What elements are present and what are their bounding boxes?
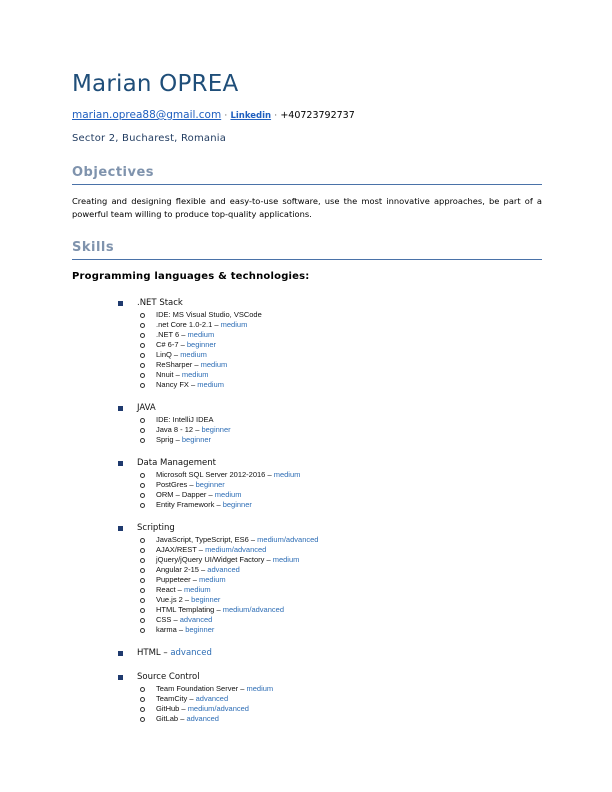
circle-bullet-icon	[140, 313, 145, 318]
skill-separator: –	[198, 565, 208, 574]
skill-name: JavaScript, TypeScript, ES6	[156, 535, 249, 544]
skill-item-text	[156, 350, 207, 360]
skill-name: .net Core 1.0-2.1	[156, 320, 213, 329]
skill-item	[118, 425, 558, 435]
skill-item-text	[156, 585, 211, 595]
skill-name: IDE: MS Visual Studio, VSCode	[156, 310, 262, 319]
skill-separator: –	[175, 585, 184, 594]
circle-bullet-icon	[140, 353, 145, 358]
skill-level: medium	[220, 320, 248, 329]
skill-item	[118, 370, 558, 380]
skill-item-text	[156, 320, 247, 330]
skill-item-text	[156, 310, 262, 320]
skill-name: GitHub	[156, 704, 180, 713]
linkedin-link[interactable]: Linkedin	[230, 111, 272, 121]
skill-item-text	[156, 615, 212, 625]
skill-name: .NET 6	[156, 330, 180, 339]
circle-bullet-icon	[140, 608, 145, 613]
contact-line	[72, 109, 355, 121]
skill-item	[118, 565, 558, 575]
skill-level: medium/advanced	[205, 545, 267, 554]
skill-separator: –	[238, 684, 247, 693]
skill-item-text	[156, 694, 228, 704]
contact-separator: ·	[224, 111, 228, 121]
skill-item-text	[156, 490, 241, 500]
skill-item-list	[118, 415, 558, 445]
section-divider	[72, 259, 542, 260]
skill-level: beginner	[195, 480, 225, 489]
skill-item	[118, 684, 558, 694]
skill-category-row	[118, 672, 558, 683]
skill-category	[118, 523, 558, 635]
skill-name: ReSharper	[156, 360, 193, 369]
skill-item-text	[156, 415, 214, 425]
skill-category	[118, 403, 558, 445]
skill-category	[118, 672, 558, 724]
contact-separator: ·	[274, 111, 278, 121]
skill-name: karma	[156, 625, 177, 634]
skill-name: Angular 2-15	[156, 565, 199, 574]
skill-name: Microsoft SQL Server 2012-2016	[156, 470, 266, 479]
skill-separator: –	[188, 380, 198, 389]
skill-separator: –	[190, 575, 199, 584]
skill-item-text	[156, 340, 216, 350]
skill-separator: –	[212, 320, 221, 329]
skill-level: medium	[272, 555, 300, 564]
skill-item	[118, 310, 558, 320]
skill-separator: –	[182, 595, 192, 604]
skill-separator: –	[173, 370, 182, 379]
skill-name: React	[156, 585, 176, 594]
skill-item-text	[156, 684, 273, 694]
skill-item	[118, 595, 558, 605]
email-link[interactable]: marian.oprea88@gmail.com	[72, 109, 222, 121]
circle-bullet-icon	[140, 717, 145, 722]
skill-name: Team Foundation Server	[156, 684, 239, 693]
skill-item	[118, 694, 558, 704]
circle-bullet-icon	[140, 568, 145, 573]
skill-item	[118, 415, 558, 425]
skill-level: medium	[198, 575, 226, 584]
skill-level: medium	[200, 360, 228, 369]
skill-category-label	[137, 672, 200, 683]
circle-bullet-icon	[140, 428, 145, 433]
skill-level: beginner	[222, 500, 252, 509]
skill-item-text	[156, 714, 219, 724]
skill-item	[118, 320, 558, 330]
skill-separator: –	[187, 480, 196, 489]
skill-name: LinQ	[156, 350, 172, 359]
skill-level: medium	[180, 350, 207, 359]
skill-name: HTML Templating	[156, 605, 215, 614]
skill-separator: –	[248, 535, 258, 544]
skill-level: beginner	[186, 340, 217, 349]
skill-name: GitLab	[156, 714, 179, 723]
skill-item	[118, 585, 558, 595]
circle-bullet-icon	[140, 628, 145, 633]
skill-level: beginner	[191, 595, 221, 604]
skill-item-text	[156, 470, 300, 480]
skills-heading: Skills	[72, 240, 115, 255]
skill-item	[118, 340, 558, 350]
skill-category	[118, 648, 558, 659]
skill-category-name: Data Management	[137, 458, 216, 468]
skill-category-label	[137, 648, 212, 659]
skill-category-name: .NET Stack	[137, 298, 183, 308]
skill-item-text	[156, 625, 214, 635]
circle-bullet-icon	[140, 618, 145, 623]
skill-item	[118, 500, 558, 510]
skill-separator: –	[179, 330, 188, 339]
skill-level: medium/advanced	[187, 704, 249, 713]
circle-bullet-icon	[140, 538, 145, 543]
skill-level: medium	[246, 684, 274, 693]
skill-separator: –	[176, 625, 186, 634]
skill-separator: –	[171, 615, 180, 624]
skill-item-text	[156, 545, 266, 555]
skill-level: beginner	[185, 625, 215, 634]
circle-bullet-icon	[140, 598, 145, 603]
skill-item-text	[156, 360, 227, 370]
skill-name: PostGres	[156, 480, 188, 489]
skill-item	[118, 480, 558, 490]
skill-item-text	[156, 575, 226, 585]
skill-level: advanced	[207, 565, 240, 574]
skill-category-row	[118, 298, 558, 309]
skill-name: IDE: IntelliJ IDEA	[156, 415, 214, 424]
circle-bullet-icon	[140, 373, 145, 378]
skill-item-list	[118, 684, 558, 724]
skill-level: advanced	[195, 694, 229, 703]
skill-separator: –	[179, 704, 188, 713]
skill-category-name: HTML	[137, 648, 161, 658]
skill-item-text	[156, 565, 240, 575]
square-bullet-icon	[118, 675, 123, 680]
circle-bullet-icon	[140, 493, 145, 498]
skill-item-text	[156, 535, 318, 545]
skills-subheading: Programming languages & technologies:	[72, 271, 310, 282]
circle-bullet-icon	[140, 558, 145, 563]
skill-item-text	[156, 330, 214, 340]
skill-level: medium	[214, 490, 242, 499]
skill-separator: –	[192, 360, 201, 369]
skill-separator: –	[178, 714, 187, 723]
candidate-name: Marian OPREA	[72, 71, 239, 97]
skill-separator: –	[264, 555, 273, 564]
square-bullet-icon	[118, 461, 123, 466]
skill-item-text	[156, 380, 224, 390]
skill-item-list	[118, 535, 558, 635]
skill-item-text	[156, 425, 231, 435]
circle-bullet-icon	[140, 473, 145, 478]
circle-bullet-icon	[140, 383, 145, 388]
circle-bullet-icon	[140, 323, 145, 328]
skill-separator: –	[196, 545, 206, 554]
square-bullet-icon	[118, 651, 123, 656]
skill-name: ORM – Dapper	[156, 490, 207, 499]
skill-level: medium	[181, 370, 209, 379]
skill-category-name: Source Control	[137, 672, 200, 682]
skill-category-name: JAVA	[137, 403, 156, 413]
skill-level: beginner	[181, 435, 212, 444]
skill-item	[118, 350, 558, 360]
skill-separator: –	[171, 350, 181, 359]
skill-item-text	[156, 370, 209, 380]
skill-item	[118, 625, 558, 635]
skill-level: medium/advanced	[222, 605, 284, 614]
skill-item-text	[156, 595, 220, 605]
circle-bullet-icon	[140, 588, 145, 593]
objectives-heading: Objectives	[72, 165, 155, 180]
skill-item	[118, 330, 558, 340]
skill-item-text	[156, 500, 252, 510]
skill-item-list	[118, 310, 558, 390]
skill-level: medium/advanced	[257, 535, 319, 544]
skill-category-row	[118, 403, 558, 414]
skill-category-name: Scripting	[137, 523, 175, 533]
skill-item-text	[156, 605, 284, 615]
section-divider	[72, 184, 542, 185]
skill-item	[118, 704, 558, 714]
skill-item-list	[118, 470, 558, 510]
skill-name: Sprig	[156, 435, 174, 444]
skill-category-row	[118, 523, 558, 534]
skill-separator: –	[178, 340, 187, 349]
skill-item-text	[156, 435, 211, 445]
circle-bullet-icon	[140, 548, 145, 553]
skill-separator: –	[265, 470, 274, 479]
skill-level: beginner	[201, 425, 231, 434]
skill-category-label	[137, 458, 216, 469]
skill-category-row	[118, 458, 558, 469]
skill-item	[118, 380, 558, 390]
skill-name: C# 6-7	[156, 340, 179, 349]
skill-item	[118, 435, 558, 445]
circle-bullet-icon	[140, 578, 145, 583]
skill-separator: –	[173, 435, 182, 444]
skill-name: Entity Framework	[156, 500, 215, 509]
circle-bullet-icon	[140, 438, 145, 443]
circle-bullet-icon	[140, 343, 145, 348]
circle-bullet-icon	[140, 363, 145, 368]
skill-name: Nnuit	[156, 370, 174, 379]
circle-bullet-icon	[140, 418, 145, 423]
skill-item-text	[156, 480, 225, 490]
skill-level: medium	[183, 585, 211, 594]
skill-name: CSS	[156, 615, 172, 624]
circle-bullet-icon	[140, 707, 145, 712]
skill-name: Puppeteer	[156, 575, 191, 584]
circle-bullet-icon	[140, 483, 145, 488]
skill-name: AJAX/REST	[156, 545, 197, 554]
skill-separator: –	[160, 648, 171, 658]
skill-item	[118, 575, 558, 585]
skill-separator: –	[214, 605, 223, 614]
skill-separator: –	[193, 425, 202, 434]
skill-category	[118, 458, 558, 510]
skill-separator: –	[187, 694, 196, 703]
skill-item-text	[156, 704, 249, 714]
circle-bullet-icon	[140, 503, 145, 508]
skill-name: Java 8 - 12	[156, 425, 194, 434]
skill-item	[118, 555, 558, 565]
skill-item	[118, 470, 558, 480]
square-bullet-icon	[118, 526, 123, 531]
circle-bullet-icon	[140, 333, 145, 338]
square-bullet-icon	[118, 406, 123, 411]
skill-name: jQuery/jQuery UI/Widget Factory	[156, 555, 265, 564]
skill-item	[118, 605, 558, 615]
skill-level: medium	[273, 470, 301, 479]
skill-item-text	[156, 555, 299, 565]
skill-separator: –	[206, 490, 215, 499]
skill-item	[118, 714, 558, 724]
skill-item	[118, 360, 558, 370]
square-bullet-icon	[118, 301, 123, 306]
skill-category-label	[137, 298, 183, 309]
skill-category-row	[118, 648, 558, 659]
phone-number: +40723792737	[280, 110, 355, 121]
skill-name: TeamCity	[156, 694, 188, 703]
skill-category	[118, 298, 558, 390]
skill-item	[118, 535, 558, 545]
circle-bullet-icon	[140, 697, 145, 702]
skill-level: medium	[187, 330, 215, 339]
skill-level: advanced	[186, 714, 219, 723]
skill-category-label	[137, 403, 156, 414]
circle-bullet-icon	[140, 687, 145, 692]
skill-item	[118, 615, 558, 625]
skill-item	[118, 545, 558, 555]
skill-level: medium	[197, 380, 224, 389]
skill-level: advanced	[179, 615, 213, 624]
skill-name: Nancy FX	[156, 380, 189, 389]
objectives-text: Creating and designing flexible and easy-to-use software, use the most innovative approaches, be part of a powerful team willing to produce top-quality applications.	[72, 196, 542, 219]
address: Sector 2, Bucharest, Romania	[72, 133, 227, 144]
skill-categories	[118, 298, 558, 737]
skill-separator: –	[214, 500, 223, 509]
skill-level: advanced	[170, 648, 212, 658]
skill-name: Vue.js 2	[156, 595, 183, 604]
skill-category-label	[137, 523, 175, 534]
skill-item	[118, 490, 558, 500]
